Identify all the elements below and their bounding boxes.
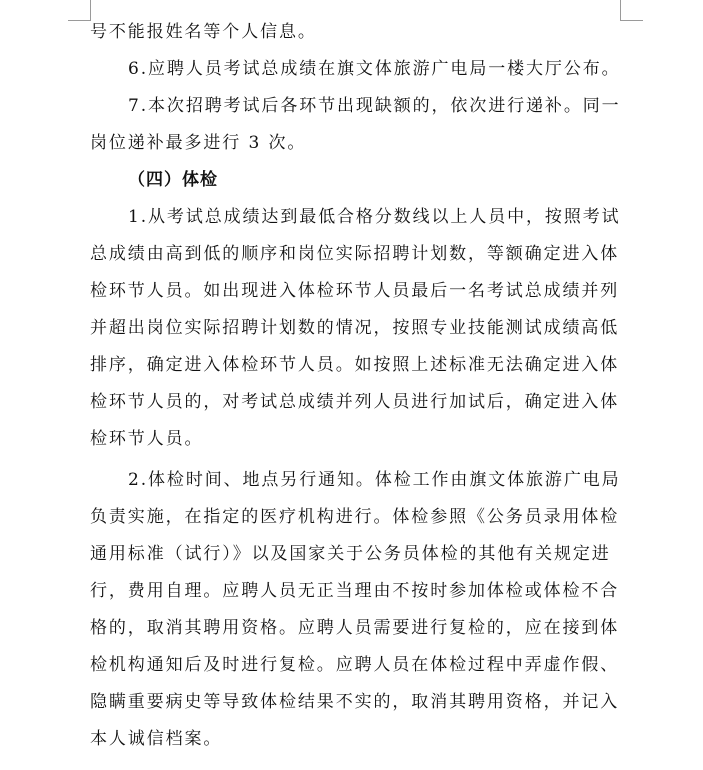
continuation-line: 号不能报姓名等个人信息。 <box>90 22 317 42</box>
paragraph-2-line: 格的，取消其聘用资格。应聘人员需要进行复检的，应在接到体 <box>90 618 620 638</box>
paragraph-2-line: 本人诚信档案。 <box>90 729 223 749</box>
paragraph-1-line: 检环节人员。如出现进入体检环节人员最后一名考试总成绩并列 <box>90 281 620 301</box>
paragraph-2 <box>90 462 630 758</box>
item-7-line-1: 7.本次招聘考试后各环节出现缺额的，依次进行递补。同一 <box>128 96 621 116</box>
paragraph-2-line: 负责实施，在指定的医疗机构进行。体检参照《公务员录用体检 <box>90 507 620 527</box>
paragraph-2-line: 2.体检时间、地点另行通知。体检工作由旗文体旅游广电局 <box>128 470 621 490</box>
item-6: 6.应聘人员考试总成绩在旗文体旅游广电局一楼大厅公布。 <box>128 59 621 79</box>
paragraph-1-line: 检环节人员的，对考试总成绩并列人员进行加试后，确定进入体 <box>90 392 620 412</box>
paragraph-1-line: 检环节人员。 <box>90 429 204 449</box>
paragraph-1-line: 排序，确定进入体检环节人员。如按照上述标准无法确定进入体 <box>90 355 620 375</box>
paragraph-1-line: 1.从考试总成绩达到最低合格分数线以上人员中，按照考试 <box>128 207 621 227</box>
page-corner-mark-left <box>68 0 91 21</box>
paragraph-2-line: 通用标准（试行）》以及国家关于公务员体检的其他有关规定进 <box>90 544 611 564</box>
paragraph-2-line: 检机构通知后及时进行复检。应聘人员在体检过程中弄虚作假、 <box>90 655 620 675</box>
paragraph-2-line: 行，费用自理。应聘人员无正当理由不按时参加体检或体检不合 <box>90 581 620 601</box>
document-body <box>90 14 630 758</box>
section-heading-physical-exam: （四）体检 <box>128 170 218 190</box>
paragraph-1-line: 并超出岗位实际招聘计划数的情况，按照专业技能测试成绩高低 <box>90 318 620 338</box>
paragraph-1 <box>90 199 630 458</box>
paragraph-2-line: 隐瞒重要病史等导致体检结果不实的，取消其聘用资格，并记入 <box>90 692 620 712</box>
item-7-line-2: 岗位递补最多进行 3 次。 <box>90 133 307 153</box>
paragraph-1-line: 总成绩由高到低的顺序和岗位实际招聘计划数，等额确定进入体 <box>90 244 620 264</box>
